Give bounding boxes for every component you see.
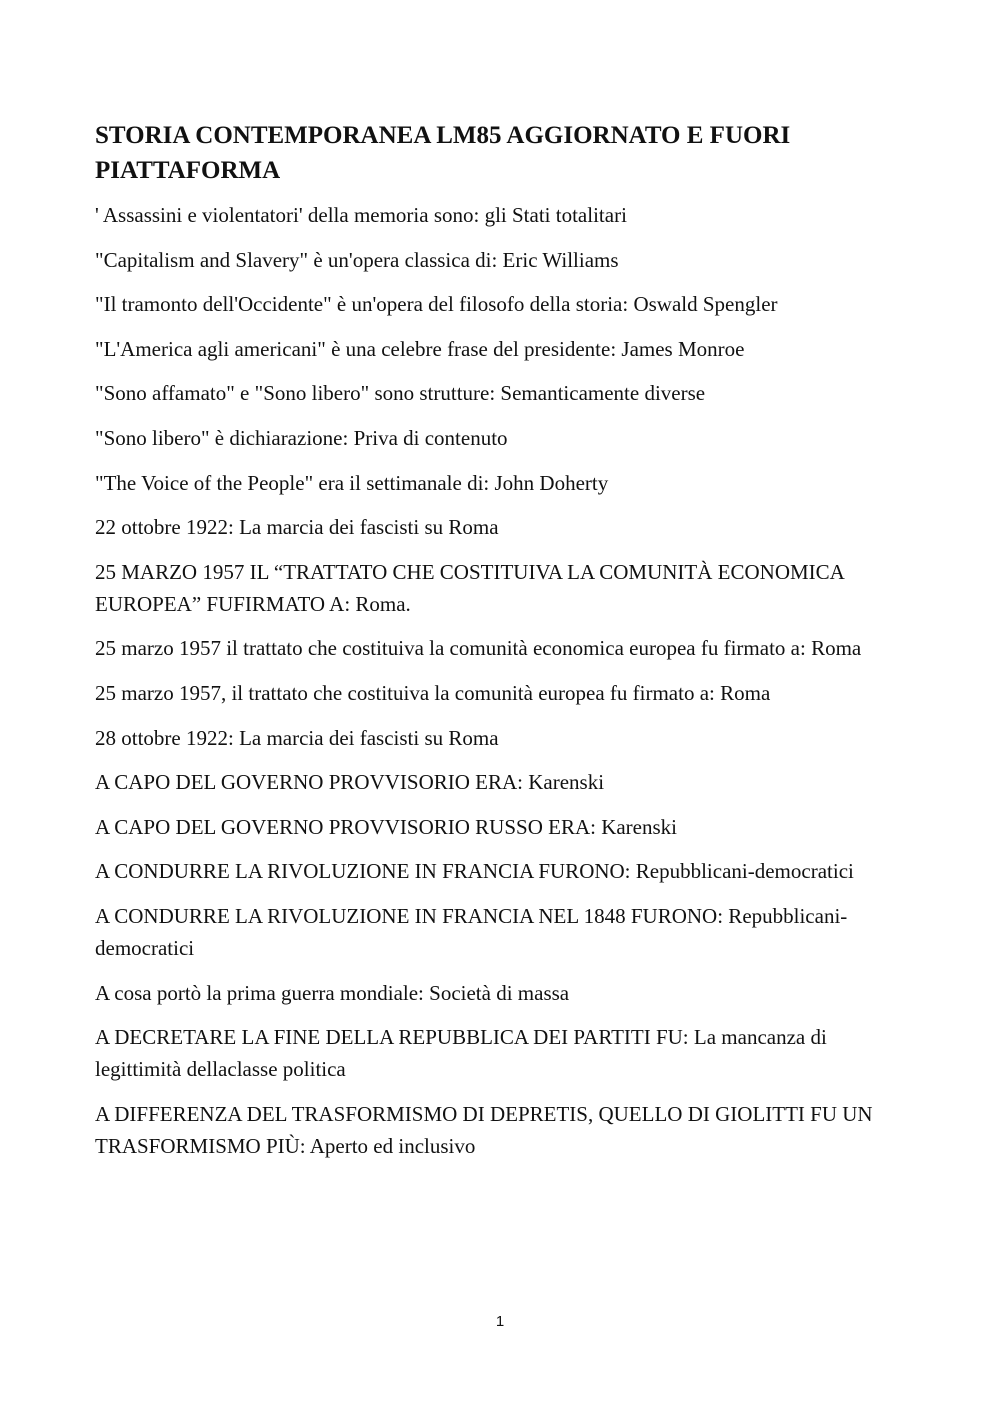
question-entry: "Il tramonto dell'Occidente" è un'opera del filosofo della storia: Oswald Spengler — [95, 292, 778, 317]
question-entry: 22 ottobre 1922: La marcia dei fascisti su Roma — [95, 515, 499, 540]
question-entry: 25 MARZO 1957 IL “TRATTATO CHE COSTITUIVA LA COMUNITÀ ECONOMICA EUROPEA” FUFIRMATO A: Roma. — [95, 559, 844, 616]
question-entry: "The Voice of the People" era il settimanale di: John Doherty — [95, 470, 609, 495]
question-entry: "L'America agli americani" è una celebre frase del presidente: James Monroe — [95, 336, 745, 361]
question-entry: A CONDURRE LA RIVOLUZIONE IN FRANCIA NEL 1848 FURONO: Repubblicani-democratici — [95, 903, 848, 960]
question-entry: "Sono affamato" e "Sono libero" sono strutture: Semanticamente diverse — [95, 381, 706, 406]
question-entry: 25 marzo 1957 il trattato che costituiva la comunità economica europea fu firmato a: Roma — [95, 636, 862, 661]
question-entry: A DIFFERENZA DEL TRASFORMISMO DI DEPRETIS, QUELLO DI GIOLITTI FU UN TRASFORMISMO PIÙ: Aperto ed inclusivo — [95, 1101, 873, 1158]
question-entry: "Sono libero" è dichiarazione: Priva di contenuto — [95, 425, 508, 450]
question-entry: A CONDURRE LA RIVOLUZIONE IN FRANCIA FURONO: Repubblicani-democratici — [95, 859, 854, 884]
question-entry: ' Assassini e violentatori' della memoria sono: gli Stati totalitari — [95, 203, 627, 227]
question-entry: A cosa portò la prima guerra mondiale: Società di massa — [95, 980, 570, 1005]
question-entry: A DECRETARE LA FINE DELLA REPUBBLICA DEI PARTITI FU: La mancanza di legittimità dellaclasse politica — [95, 1025, 827, 1082]
question-entry: 25 marzo 1957, il trattato che costituiva la comunità europea fu firmato a: Roma — [95, 680, 771, 705]
page-content — [95, 118, 905, 1174]
document-title: STORIA CONTEMPORANEA LM85 AGGIORNATO E FUORI PIATTAFORMA — [95, 122, 791, 184]
question-entry: "Capitalism and Slavery" è un'opera classica di: Eric Williams — [95, 247, 619, 272]
question-entry: 28 ottobre 1922: La marcia dei fascisti su Roma — [95, 725, 499, 750]
question-entry: A CAPO DEL GOVERNO PROVVISORIO ERA: Karenski — [95, 770, 605, 795]
question-entry: A CAPO DEL GOVERNO PROVVISORIO RUSSO ERA: Karenski — [95, 814, 678, 839]
page-number: 1 — [495, 1313, 505, 1330]
